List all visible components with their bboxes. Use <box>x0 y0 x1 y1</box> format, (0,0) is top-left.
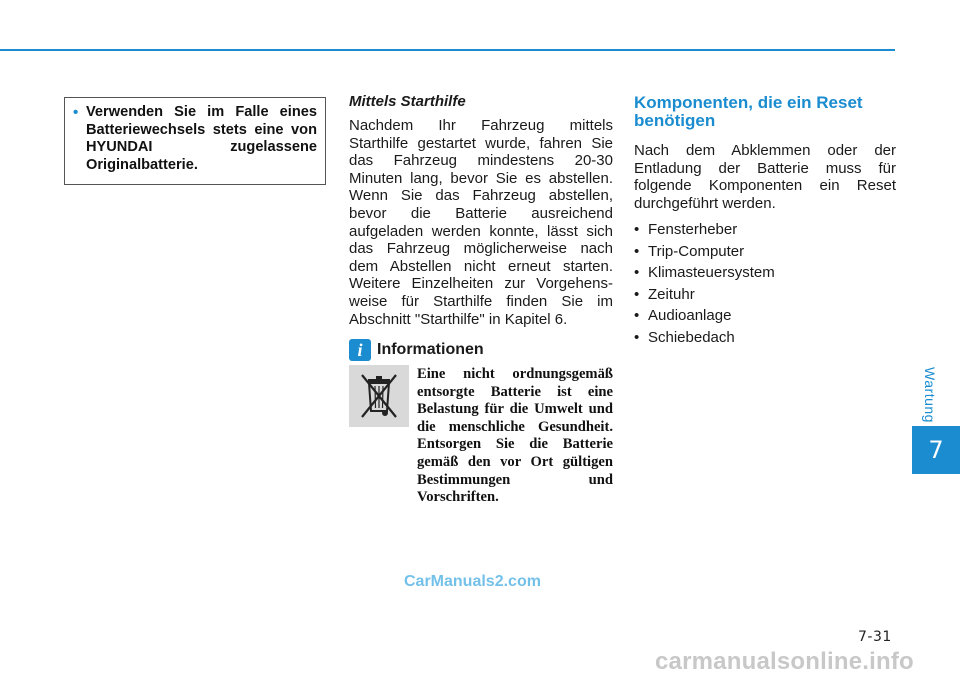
list-item-label: Schiebedach <box>648 328 735 346</box>
section-side-label <box>915 360 945 430</box>
top-rule <box>0 49 895 51</box>
reset-paragraph: Nach dem Abklemmen oder der Entladung der Batterie muss für folgende Komponenten ein Reset durchgeführt werden. <box>634 142 896 212</box>
bullet-dot: • <box>634 264 640 282</box>
list-item <box>634 327 896 349</box>
bullet-dot: • <box>634 242 640 260</box>
reset-heading: Komponenten, die ein Reset benötigen <box>634 93 863 130</box>
bullet-dot: • <box>634 285 640 303</box>
list-item-label: Audioanlage <box>648 307 732 325</box>
jump-start-heading: Mittels Starthilfe <box>349 93 466 110</box>
crossed-out-bin-icon <box>349 365 409 427</box>
list-item-label: Fensterheber <box>648 221 738 239</box>
list-item-label: Klimasteuersystem <box>648 264 775 282</box>
bullet-dot: • <box>73 104 79 121</box>
list-item <box>634 284 896 306</box>
info-icon: i <box>349 339 371 361</box>
battery-note-box <box>64 97 326 185</box>
bullet-dot: • <box>634 307 640 325</box>
list-item <box>634 241 896 263</box>
jump-start-paragraph: Nachdem Ihr Fahrzeug mittels Starthilfe gestartet wurde, fahren Sie das Fahrzeug mindestens 20-30 Minuten lang, bevor Sie es abstellen. Wenn Sie das Fahrzeug abstellen, bevor die Batterie ausreichend aufgeladen werden konnte, lässt sich das Fahrzeug möglicherweise nach dem Abstellen nicht erneut starten. Weitere Einzelheiten zur Vorgehens-weise für Starthilfe finden Sie im Abschnitt "Starthilfe" in Kapitel 6. <box>349 117 613 328</box>
page-number: 7-31 <box>858 629 892 645</box>
list-item <box>634 262 896 284</box>
bullet-dot: • <box>634 328 640 346</box>
info-title: Informationen <box>377 341 484 358</box>
jump-start-section <box>349 93 613 328</box>
bullet-dot: • <box>634 221 640 239</box>
info-text: Eine nicht ordnungsgemäß entsorgte Batterie ist eine Belastung für die Umwelt und die menschliche Gesundheit. Entsorgen Sie die Batterie gemäß den vor Ort gültigen Bestimmungen und Vorschriften. <box>417 366 613 506</box>
section-label-text: Wartung <box>922 367 939 423</box>
watermark-bottom: carmanualsonline.info <box>655 648 914 675</box>
list-item-label: Trip-Computer <box>648 242 745 260</box>
info-header <box>349 339 484 361</box>
list-item <box>634 219 896 241</box>
battery-note-item <box>73 104 317 174</box>
reset-component-list <box>634 219 896 348</box>
watermark-center: CarManuals2.com <box>404 573 541 590</box>
list-item <box>634 305 896 327</box>
chapter-tab: 7 <box>912 426 960 474</box>
reset-section <box>634 94 896 348</box>
list-item-label: Zeituhr <box>648 285 695 303</box>
battery-note-text: Verwenden Sie im Falle eines Batteriewechsels stets eine von HYUNDAI zugelassene Originalbatterie. <box>86 104 317 173</box>
